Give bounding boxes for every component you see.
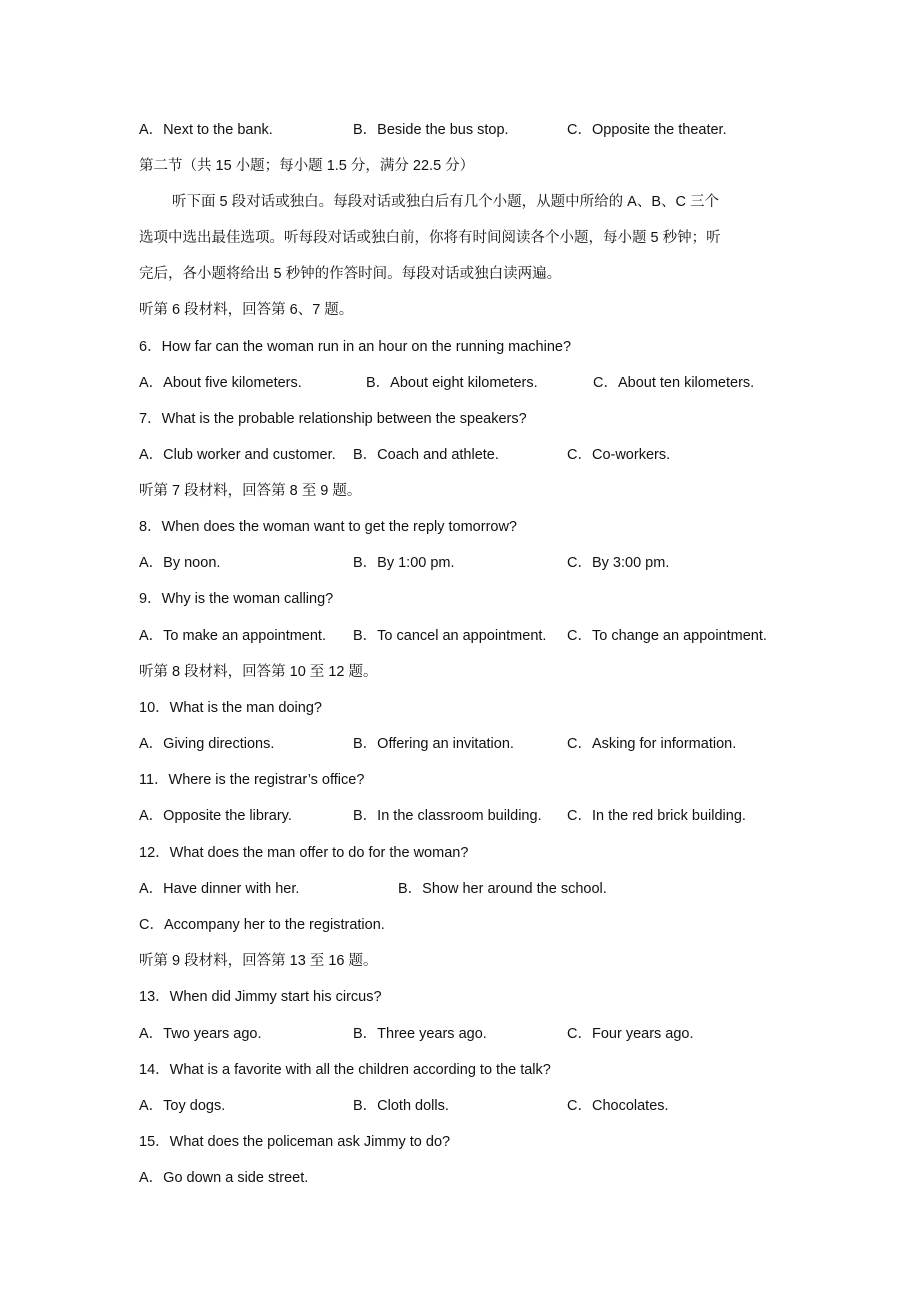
q8-option-a: A．By noon.: [139, 555, 221, 571]
q11-option-a: A．Opposite the library.: [139, 808, 292, 824]
q9-option-c: C．To change an appointment.: [567, 628, 767, 644]
q7-option-b: B．Coach and athlete.: [353, 447, 499, 463]
q6-option-b: B．About eight kilometers.: [366, 375, 538, 391]
section-header: 第二节（共 15 小题；每小题 1.5 分，满分 22.5 分）: [139, 158, 475, 174]
question-9: 9．Why is the woman calling?: [139, 591, 334, 607]
q14-option-a: A．Toy dogs.: [139, 1098, 226, 1114]
q12-option-c: C．Accompany her to the registration.: [139, 917, 385, 933]
q10-option-a: A．Giving directions.: [139, 736, 275, 752]
q11-option-b: B．In the classroom building.: [353, 808, 542, 824]
question-6: 6．How far can the woman run in an hour on the running machine?: [139, 339, 572, 355]
q13-option-b: B．Three years ago.: [353, 1026, 487, 1042]
q8-option-c: C．By 3:00 pm.: [567, 555, 670, 571]
question-10: 10．What is the man doing?: [139, 700, 322, 716]
material-7-heading: 听第 7 段材料，回答第 8 至 9 题。: [139, 483, 362, 499]
q14-option-c: C．Chocolates.: [567, 1098, 669, 1114]
question-11: 11．Where is the registrar’s office?: [139, 772, 365, 788]
q5-option-b: B．Beside the bus stop.: [353, 122, 509, 138]
question-15: 15．What does the policeman ask Jimmy to do?: [139, 1134, 451, 1150]
q13-option-a: A．Two years ago.: [139, 1026, 262, 1042]
q9-option-a: A．To make an appointment.: [139, 628, 326, 644]
q7-option-c: C．Co-workers.: [567, 447, 671, 463]
q13-option-c: C．Four years ago.: [567, 1026, 694, 1042]
q5-option-c: C．Opposite the theater.: [567, 122, 727, 138]
q6-option-a: A．About five kilometers.: [139, 375, 302, 391]
q8-option-b: B．By 1:00 pm.: [353, 555, 455, 571]
material-8-heading: 听第 8 段材料，回答第 10 至 12 题。: [139, 664, 378, 680]
question-14: 14．What is a favorite with all the children according to the talk?: [139, 1062, 551, 1078]
q10-option-c: C．Asking for information.: [567, 736, 737, 752]
material-6-heading: 听第 6 段材料，回答第 6、7 题。: [139, 302, 354, 318]
question-13: 13．When did Jimmy start his circus?: [139, 989, 382, 1005]
question-7: 7．What is the probable relationship between the speakers?: [139, 411, 527, 427]
question-8: 8．When does the woman want to get the reply tomorrow?: [139, 519, 517, 535]
material-9-heading: 听第 9 段材料，回答第 13 至 16 题。: [139, 953, 378, 969]
q15-option-a: A．Go down a side street.: [139, 1170, 309, 1186]
q12-option-a: A．Have dinner with her.: [139, 881, 300, 897]
q10-option-b: B．Offering an invitation.: [353, 736, 514, 752]
instructions-line-3: 完后，各小题将给出 5 秒钟的作答时间。每段对话或独白读两遍。: [139, 266, 562, 282]
q14-option-b: B．Cloth dolls.: [353, 1098, 449, 1114]
instructions-line-2: 选项中选出最佳选项。听每段对话或独白前，你将有时间阅读各个小题，每小题 5 秒钟；听: [139, 230, 721, 246]
q12-option-b: B．Show her around the school.: [398, 881, 607, 897]
q6-option-c: C．About ten kilometers.: [593, 375, 755, 391]
q7-option-a: A．Club worker and customer.: [139, 447, 336, 463]
q5-option-a: A．Next to the bank.: [139, 122, 273, 138]
instructions-line-1: 听下面 5 段对话或独白。每段对话或独白后有几个小题，从题中所给的 A、B、C 三个: [172, 194, 719, 210]
q11-option-c: C．In the red brick building.: [567, 808, 746, 824]
q9-option-b: B．To cancel an appointment.: [353, 628, 547, 644]
question-12: 12．What does the man offer to do for the woman?: [139, 845, 469, 861]
